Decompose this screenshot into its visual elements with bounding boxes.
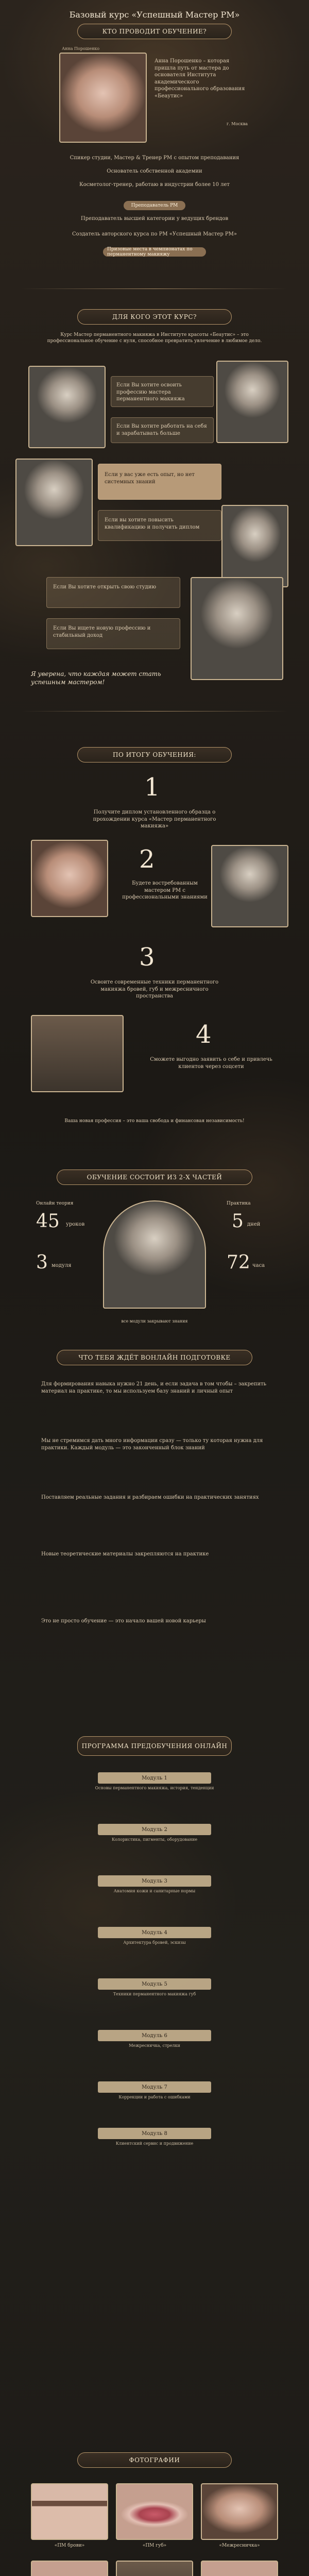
stat-value-1: 45: [36, 1211, 60, 1232]
statue-photo-5: [191, 577, 283, 680]
speaker-intro: Анна Порошенко – которая пришла путь от мастера до основателя Института академического профессионального образования «Беаутис»: [154, 58, 245, 99]
fact-3: Косметолог-тренер, работаю в индустрии более 10 лет: [79, 182, 230, 188]
gallery-photo-3[interactable]: [201, 2483, 278, 2540]
result-number-1: 1: [144, 773, 160, 802]
module-8-desc: Клиентский сервис и продвижение: [115, 2141, 194, 2146]
who-section: [0, 0, 309, 340]
module-5-desc: Техники перманентного макияжа губ: [113, 1992, 196, 1996]
module-1-desc: Основы перманентного макияжа, история, тенденции: [95, 1786, 214, 1790]
awaits-paragraph-3: Поставляем реальные задания и разбираем ошибки на практических занятиях: [41, 1495, 259, 1500]
for-whom-item-2: Если Вы хотите работать на себя и зарабатывать больше: [111, 417, 214, 443]
stat-label-3: модуля: [52, 1263, 72, 1268]
speaker-photo: [59, 53, 147, 143]
module-6-desc: Межресничка, стрелки: [129, 2043, 180, 2048]
awaits-paragraph-1: Для формирования навыка нужно 21 день, и если задача в том чтобы – закрепить материал на практике, то мы используем базу знаний и личный опыт: [41, 1381, 267, 1394]
result-photo-2: [211, 845, 288, 927]
for-whom-item-1: Если Вы хотите освоить профессию мастера перманентного макияжа: [111, 376, 214, 407]
fact-1: Спикер студии, Мастер & Тренер PM с опытом преподавания: [70, 155, 239, 161]
program-header: ПРОГРАММА ПРЕДОБУЧЕНИЯ ОНЛАЙН: [77, 1736, 232, 1756]
stat-value-3: 3: [36, 1252, 48, 1273]
fact-2: Основатель собственной академии: [107, 168, 202, 174]
fact-6: Создатель авторского курса по PM «Успешный Мастер PM»: [72, 231, 237, 237]
awaits-paragraph-5: Это не просто обучение — это начало вашей новой карьеры: [41, 1618, 206, 1624]
module-6[interactable]: Модуль 6: [98, 2030, 211, 2041]
module-4[interactable]: Модуль 4: [98, 1927, 211, 1938]
stat-label-4: часа: [252, 1263, 265, 1268]
gallery-photo-2[interactable]: [116, 2483, 193, 2540]
result-number-3: 3: [139, 943, 155, 972]
gallery-photo-6[interactable]: [201, 2561, 278, 2576]
statue-photo-1: [28, 366, 106, 448]
fact-5: Преподаватель высшей категории у ведущих брендов: [80, 216, 229, 222]
module-2[interactable]: Модуль 2: [98, 1824, 211, 1835]
fact-7-pill: Призовые места в чемпионатах по перманентному макияжу: [103, 247, 206, 257]
stat-label-2: дней: [247, 1222, 261, 1227]
program-section: [0, 1736, 309, 2226]
module-8[interactable]: Модуль 8: [98, 2128, 211, 2139]
statue-photo-4: [221, 505, 288, 587]
module-1[interactable]: Модуль 1: [98, 1772, 211, 1784]
result-number-2: 2: [139, 845, 155, 874]
module-7[interactable]: Модуль 7: [98, 2081, 211, 2093]
gallery-photo-5[interactable]: [116, 2561, 193, 2576]
stats-left-title: Онлайн теория: [36, 1201, 74, 1206]
who-header: КТО ПРОВОДИТ ОБУЧЕНИЕ?: [77, 24, 232, 39]
stats-right-title: Практика: [227, 1201, 251, 1206]
gallery-section: [0, 2452, 309, 2576]
result-photo-3: [31, 1015, 124, 1092]
result-text-4: Сможете выгодно заявить о себе и привлечь клиентов через соцсети: [150, 1057, 272, 1070]
for-whom-item-5: Если Вы хотите открыть свою студию: [46, 577, 180, 608]
gallery-photo-1[interactable]: [31, 2483, 108, 2540]
result-number-4: 4: [196, 1020, 212, 1049]
speaker-caption: Анна Порошенко: [62, 46, 100, 51]
fact-4-pill: Преподаватель PM: [124, 201, 185, 210]
awaits-paragraph-2: Мы не стремимся дать много информации сразу — только ту которая нужна для практики. Каждый модуль — это законченный блок знаний: [41, 1438, 263, 1451]
results-header: ПО ИТОГУ ОБУЧЕНИЯ:: [77, 747, 232, 762]
stat-label-1: уроков: [66, 1222, 85, 1227]
module-7-desc: Коррекции и работа с ошибками: [118, 2095, 191, 2099]
gallery-photo-4[interactable]: [31, 2561, 108, 2576]
statue-photo-2: [216, 361, 288, 443]
course-title: Базовый курс «Успешный Мастер PM»: [69, 10, 240, 20]
module-5[interactable]: Модуль 5: [98, 1978, 211, 1990]
for-whom-quote: Я уверена, что каждая может стать успешным мастером!: [31, 670, 161, 686]
module-3-desc: Анатомия кожи и санитарные нормы: [113, 1889, 196, 1893]
result-photo-1: [31, 840, 108, 917]
results-note: Ваша новая профессия – это ваша свобода и финансовая независимость!: [64, 1118, 245, 1124]
for-whom-item-4: Если вы хотите повысить квалификацию и получить диплом: [98, 510, 221, 541]
stats-statue: [103, 1200, 206, 1309]
speaker-city: г. Москва: [227, 122, 248, 126]
gallery-caption-1: «ПМ брови»: [54, 2543, 85, 2548]
awaits-section: [0, 1350, 309, 1772]
module-3[interactable]: Модуль 3: [98, 1875, 211, 1887]
stats-header: ОБУЧЕНИЕ СОСТОИТ ИЗ 2-Х ЧАСТЕЙ: [57, 1170, 252, 1185]
for-whom-item-6: Если Вы ищете новую профессию и стабильный доход: [46, 618, 180, 649]
stats-footer: все модули закрывают знания: [121, 1319, 188, 1324]
result-text-2: Будете востребованным мастером PM с профессиональными знаниями: [122, 880, 208, 900]
for-whom-header: ДЛЯ КОГО ЭТОТ КУРС?: [77, 309, 232, 325]
for-whom-intro: Курс Мастер перманентного макияжа в Институте красоты «Беаутис» – это профессиональное обучение с нуля, способное превратить увлечение в любимое дело.: [47, 332, 262, 344]
statue-photo-3: [15, 459, 93, 546]
stat-value-2: 5: [232, 1211, 244, 1232]
awaits-header: ЧТО ТЕБЯ ЖДЁТ ВОНЛАЙН ПОДГОТОВКЕ: [57, 1350, 252, 1365]
gallery-caption-3: «Межресничка»: [219, 2543, 260, 2548]
gallery-caption-2: «ПМ губ»: [142, 2543, 167, 2548]
awaits-paragraph-4: Новые теоретические материалы закрепляются на практике: [41, 1551, 209, 1557]
module-2-desc: Колористика, пигменты, оборудование: [111, 1837, 198, 1842]
gallery-header: ФОТОГРАФИИ: [77, 2452, 232, 2468]
module-4-desc: Архитектура бровей, эскизы: [123, 1940, 186, 1945]
for-whom-item-3: Если у вас уже есть опыт, но нет системных знаний: [98, 464, 221, 500]
result-text-1: Получите диплом установленного образца о прохождении курса «Мастер перманентного макияжа»: [93, 809, 216, 829]
stat-value-4: 72: [227, 1252, 250, 1273]
result-text-3: Освоите современные техники перманентного макияжа бровей, губ и межресничного пространства: [90, 979, 219, 999]
